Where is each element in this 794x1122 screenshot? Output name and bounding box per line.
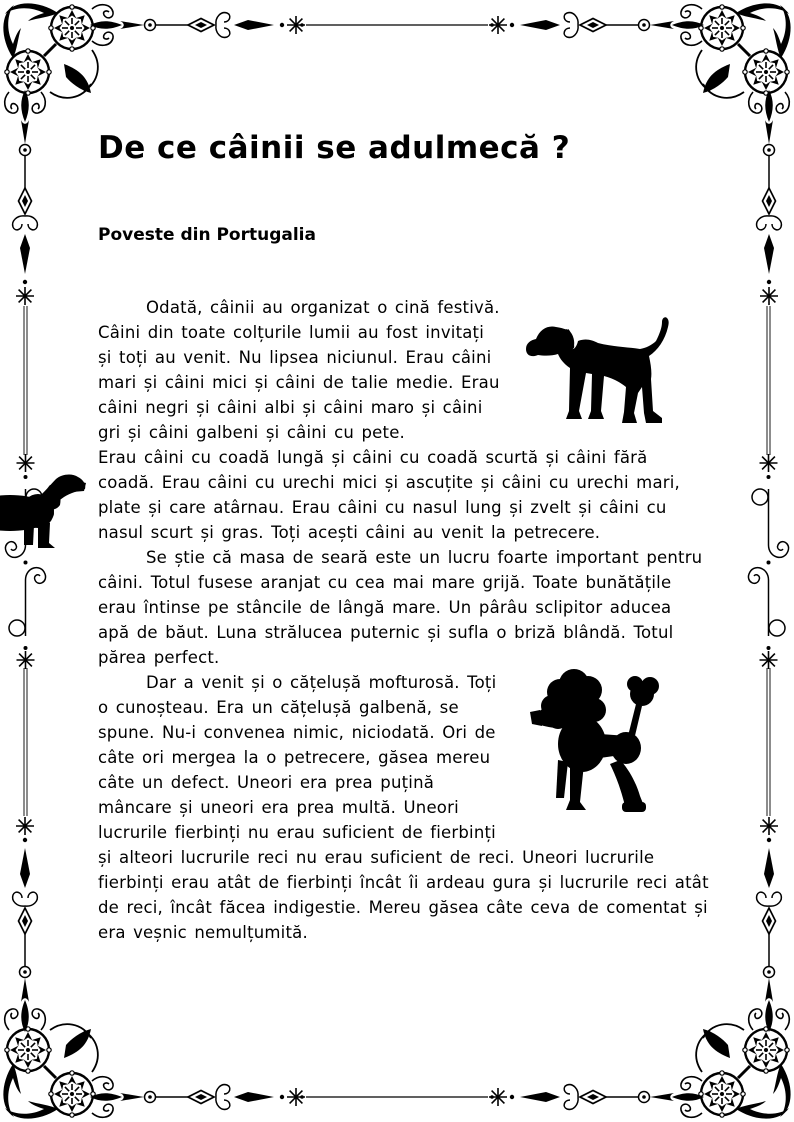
page-title: De ce câinii se adulmecă ? — [98, 130, 571, 166]
story-content — [98, 116, 710, 945]
standing-dog-silhouette — [522, 315, 672, 437]
story-paragraph: Dar a venit și o cățelușă mofturosă. Toți o cunoșteau. Era un cățelușă galbenă, se spune. Nu-i convenea nimic, niciodată. Ori de câte ori mergea la o petrecere, găsea mereu câte un defect. Uneori era prea puțină mâncare și uneori era prea multă. Uneori lucrurile fierbinți nu erau suficient de fierbinți și alteori lucrurile reci nu erau suficient de reci. Uneori lucrurile fierbinți erau atât de fierbinți încât îi ardeau gura și lucrurile reci atât de reci, încât făcea indigestie. Mereu găsea câte ceva de comentat și era veșnic nemulțumită. — [98, 670, 710, 945]
story-body — [98, 295, 710, 945]
dachshund-silhouette — [0, 467, 88, 553]
story-subtitle: Poveste din Portugalia — [98, 225, 316, 246]
poodle-silhouette — [524, 664, 676, 818]
story-paragraph: Odată, câinii au organizat o cină festivă. Câini din toate colțurile lumii au fost invitați și toți au venit. Nu lipsea niciunul. Erau câini mari și câini mici și câini de talie medie. Erau câini negri și câini albi și câini maro și câini gri și câini galbeni și câini cu pete. — [98, 295, 710, 445]
story-paragraph: Erau câini cu coadă lungă și câini cu coadă scurtă și câini fără coadă. Erau câini cu urechi mici și ascuțite și câini cu urechi mari, plate și care atârnau. Erau câini cu nasul lung și zvelt și câini cu nasul scurt și gras. Toți acești câini au venit la petrecere. — [98, 445, 710, 545]
story-paragraph: Se știe că masa de seară este un lucru foarte important pentru câini. Totul fusese aranjat cu cea mai mare grijă. Toate bunătățile erau întinse pe stâncile de lângă mare. Un pârâu sclipitor aducea apă de băut. Luna strălucea puternic și sufla o briză blândă. Totul părea perfect. — [98, 548, 703, 668]
